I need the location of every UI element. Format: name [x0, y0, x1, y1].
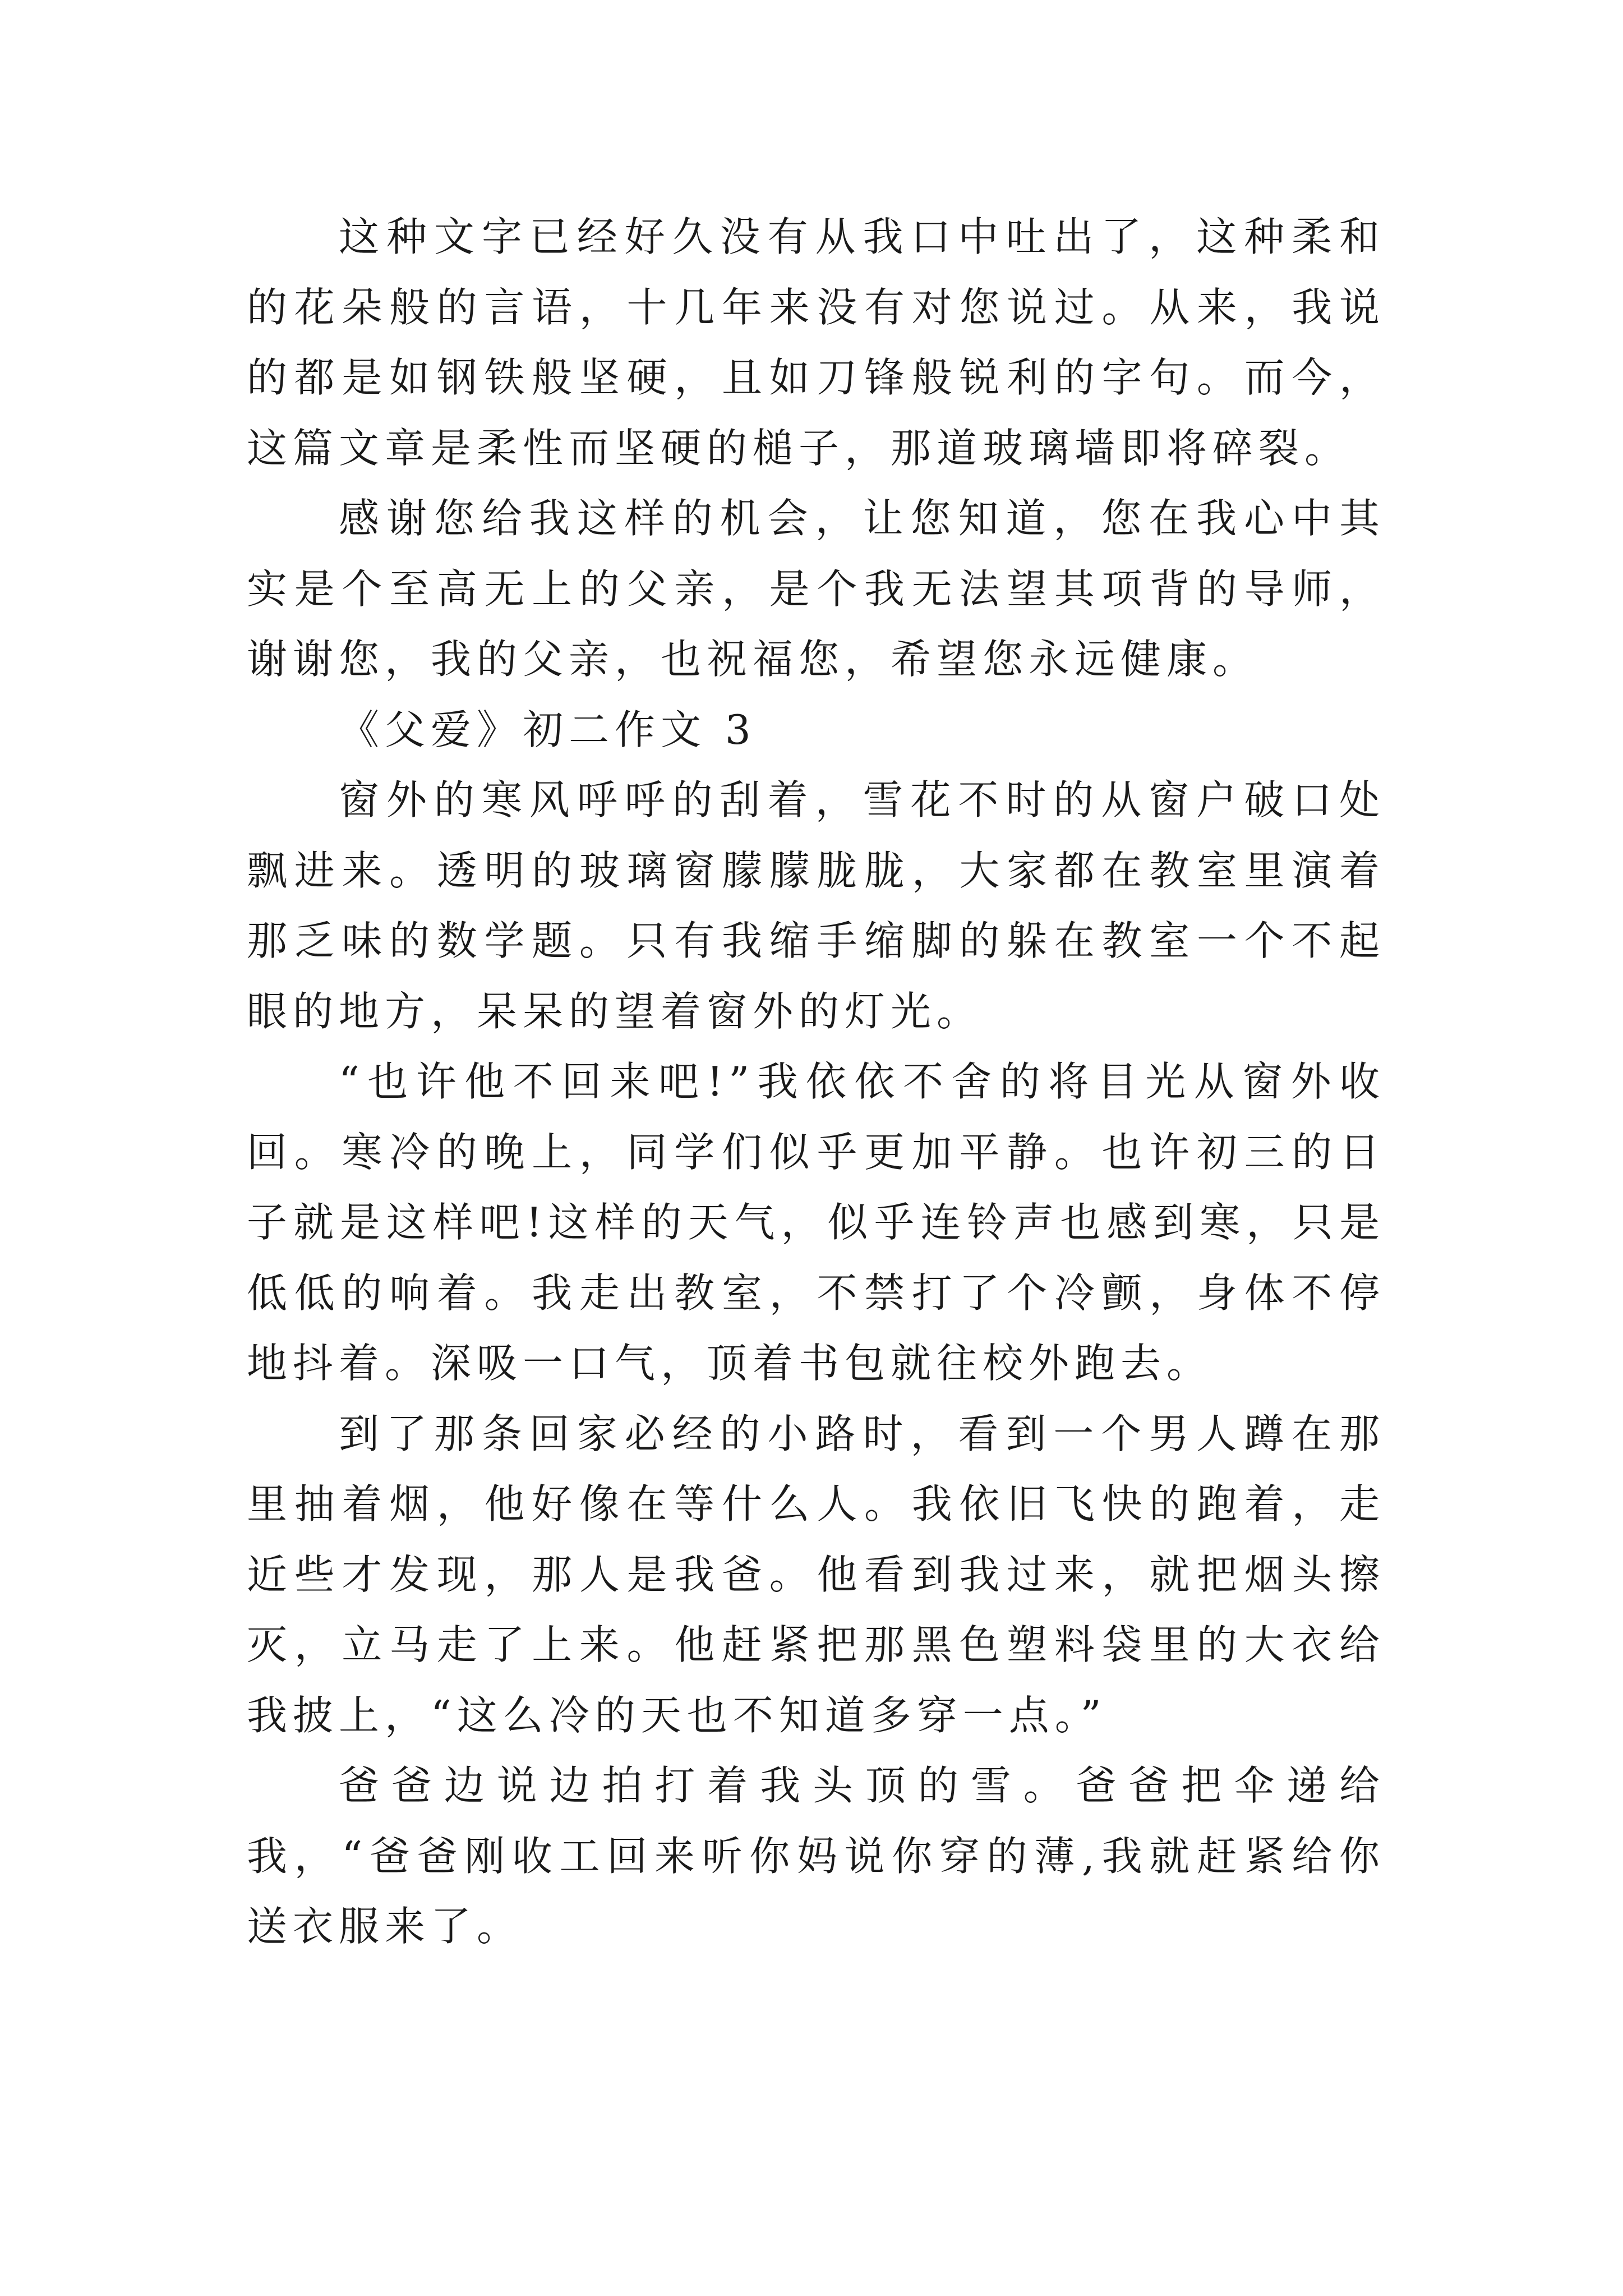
paragraph-2: 感谢您给我这样的机会，让您知道，您在我心中其实是个至高无上的父亲，是个我无法望其项背的导师，谢谢您，我的父亲，也祝福您，希望您永远健康。	[247, 495, 1385, 683]
paragraph-4: “也许他不回来吧!”我依依不舍的将目光从窗外收回。寒冷的晚上，同学们似乎更加平静。也许初三的日子就是这样吧!这样的天气，似乎连铃声也感到寒，只是低低的响着。我走出教室，不禁打了个冷颤，身体不停地抖着。深吸一口气，顶着书包就往校外跑去。	[247, 1058, 1385, 1387]
paragraph-5: 到了那条回家必经的小路时，看到一个男人蹲在那里抽着烟，他好像在等什么人。我依旧飞快的跑着，走近些才发现，那人是我爸。他看到我过来，就把烟头擦灭，立马走了上来。他赶紧把那黑色塑料袋里的大衣给我披上，“这么冷的天也不知道多穿一点。”	[247, 1410, 1385, 1739]
section-heading: 《父爱》初二作文 3	[339, 706, 757, 753]
paragraph-1: 这种文字已经好久没有从我口中吐出了，这种柔和的花朵般的言语，十几年来没有对您说过。从来，我说的都是如钢铁般坚硬，且如刀锋般锐利的字句。而今，这篇文章是柔性而坚硬的槌子，那道玻璃墙即将碎裂。	[247, 213, 1385, 472]
paragraph-3: 窗外的寒风呼呼的刮着，雪花不时的从窗户破口处飘进来。透明的玻璃窗朦朦胧胧，大家都在教室里演着那乏味的数学题。只有我缩手缩脚的躲在教室一个不起眼的地方，呆呆的望着窗外的灯光。	[247, 776, 1385, 1035]
document-body	[247, 202, 1385, 1962]
paragraph-6: 爸爸边说边拍打着我头顶的雪。爸爸把伞递给我，“爸爸刚收工回来听你妈说你穿的薄,我就赶紧给你送衣服来了。	[247, 1762, 1385, 1950]
